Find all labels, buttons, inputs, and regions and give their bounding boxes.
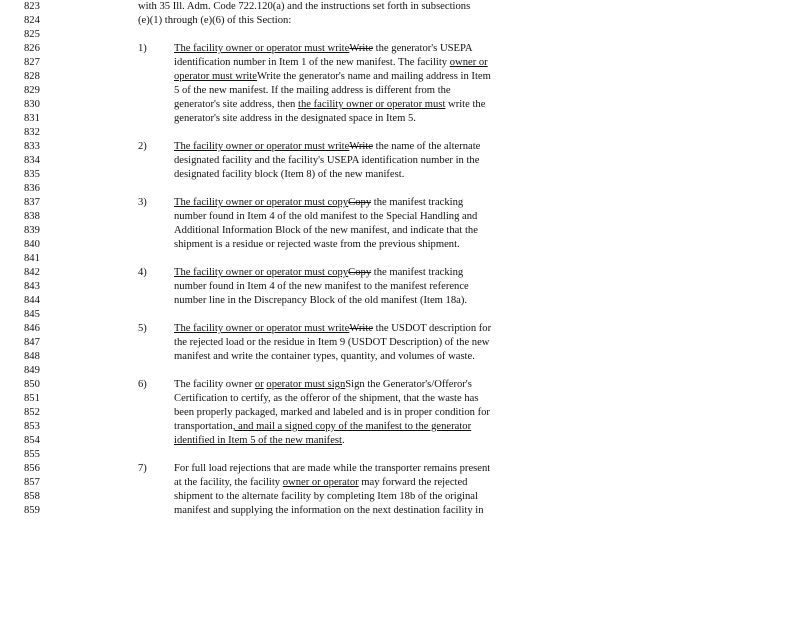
line-number: 852	[24, 407, 40, 418]
item-marker: 6)	[138, 379, 147, 390]
line-number: 826	[24, 43, 40, 54]
document-line	[0, 490, 800, 504]
inserted-text: or	[254, 379, 264, 390]
item-marker: 2)	[138, 141, 147, 152]
line-number: 836	[24, 183, 40, 194]
line-text	[174, 224, 544, 238]
line-text	[174, 462, 544, 476]
text-segment: shipment to the alternate facility by completing Item 18b of the original	[174, 491, 478, 502]
line-number: 854	[24, 435, 40, 446]
document-line	[0, 182, 800, 196]
line-text	[174, 140, 544, 154]
line-text	[174, 280, 544, 294]
item-marker: 3)	[138, 197, 147, 208]
line-number: 858	[24, 491, 40, 502]
text-segment: number found in Item 4 of the new manifest to the manifest reference	[174, 281, 469, 292]
item-marker: 1)	[138, 43, 147, 54]
line-number: 831	[24, 113, 40, 124]
line-number: 829	[24, 85, 40, 96]
line-number: 828	[24, 71, 40, 82]
line-number: 849	[24, 365, 40, 376]
document-line	[0, 28, 800, 42]
deleted-text: Write	[349, 323, 374, 334]
line-number: 857	[24, 477, 40, 488]
text-segment: designated facility block (Item 8) of the new manifest.	[174, 169, 405, 180]
line-text	[174, 70, 544, 84]
document-line	[0, 462, 800, 476]
text-segment: write the	[445, 99, 486, 110]
line-number: 851	[24, 393, 40, 404]
text-segment: Additional Information Block of the new manifest, and indicate that the	[174, 225, 478, 236]
line-text	[174, 294, 544, 308]
line-text	[174, 504, 544, 518]
inserted-text: owner or operator	[282, 477, 359, 488]
line-number: 847	[24, 337, 40, 348]
line-text	[174, 56, 544, 70]
line-number: 832	[24, 127, 40, 138]
text-segment: manifest and write the container types, quantity, and volumes of waste.	[174, 351, 475, 362]
line-number: 850	[24, 379, 40, 390]
line-number: 853	[24, 421, 40, 432]
document-line	[0, 224, 800, 238]
text-segment: The facility owner	[174, 379, 255, 390]
document-line	[0, 210, 800, 224]
deleted-text: Copy	[348, 197, 372, 208]
line-text	[174, 420, 544, 434]
line-number: 830	[24, 99, 40, 110]
line-number: 856	[24, 463, 40, 474]
document-line	[0, 504, 800, 518]
line-text	[174, 98, 544, 112]
text-segment: .	[341, 435, 345, 446]
line-number: 839	[24, 225, 40, 236]
line-text	[174, 210, 544, 224]
text-segment: designated facility and the facility's USEPA identification number in the	[174, 155, 480, 166]
text-segment: the generator's USEPA	[373, 43, 473, 54]
document-line	[0, 322, 800, 336]
line-number: 834	[24, 155, 40, 166]
document-line	[0, 308, 800, 322]
inserted-text: operator must write	[174, 71, 257, 82]
document-line	[0, 280, 800, 294]
inserted-text: the facility owner or operator must	[298, 99, 446, 110]
document-line	[0, 84, 800, 98]
line-number: 846	[24, 323, 40, 334]
line-number: 842	[24, 267, 40, 278]
line-number: 835	[24, 169, 40, 180]
line-text	[174, 392, 544, 406]
document-line	[0, 168, 800, 182]
document-line	[0, 42, 800, 56]
line-text	[174, 84, 544, 98]
line-number: 827	[24, 57, 40, 68]
text-segment: the USDOT description for	[373, 323, 492, 334]
deleted-text: Write	[349, 141, 374, 152]
text-segment: generator's site address, then	[174, 99, 298, 110]
text-segment: 5 of the new manifest. If the mailing address is different from the	[174, 85, 451, 96]
document-line	[0, 238, 800, 252]
line-number: 823	[24, 1, 40, 12]
document-line	[0, 378, 800, 392]
item-marker: 5)	[138, 323, 147, 334]
inserted-text: , and mail a signed copy of the manifest to the generator	[232, 421, 472, 432]
line-number: 844	[24, 295, 40, 306]
text-segment: at the facility, the facility	[174, 477, 283, 488]
item-marker: 7)	[138, 463, 147, 474]
document-line	[0, 294, 800, 308]
inserted-text: The facility owner or operator must write	[174, 323, 350, 334]
text-segment: For full load rejections that are made while the transporter remains present	[174, 463, 491, 474]
document-line	[0, 70, 800, 84]
line-text	[174, 476, 544, 490]
inserted-text: The facility owner or operator must copy	[174, 267, 349, 278]
line-number: 833	[24, 141, 40, 152]
deleted-text: Copy	[348, 267, 372, 278]
line-text	[174, 490, 544, 504]
line-text	[174, 168, 544, 182]
document-line	[0, 448, 800, 462]
text-segment: manifest and supplying the information on the next destination facility in	[174, 505, 484, 516]
document-line	[0, 364, 800, 378]
line-number: 825	[24, 29, 40, 40]
line-text	[138, 0, 508, 14]
document-line	[0, 266, 800, 280]
document-line	[0, 112, 800, 126]
document-line	[0, 252, 800, 266]
inserted-text: The facility owner or operator must copy	[174, 197, 349, 208]
text-segment: the manifest tracking	[371, 267, 464, 278]
text-segment: been properly packaged, marked and labeled and is in proper condition for	[174, 407, 490, 418]
document-line	[0, 420, 800, 434]
text-segment: transportation	[174, 421, 233, 432]
inserted-text: The facility owner or operator must write	[174, 43, 350, 54]
line-text	[174, 154, 544, 168]
text-segment: (e)(1) through (e)(6) of this Section:	[138, 15, 292, 26]
text-segment: number found in Item 4 of the old manifest to the Special Handling and	[174, 211, 478, 222]
deleted-text: Write	[349, 43, 374, 54]
line-text	[174, 406, 544, 420]
document-line	[0, 196, 800, 210]
document-line	[0, 392, 800, 406]
text-segment: generator's site address in the designated space in Item 5.	[174, 113, 416, 124]
inserted-text: owner or	[449, 57, 488, 68]
inserted-text: identified in Item 5 of the new manifest	[174, 435, 342, 446]
line-number: 855	[24, 449, 40, 460]
line-text	[174, 350, 544, 364]
line-number: 840	[24, 239, 40, 250]
document-line	[0, 0, 800, 14]
line-number: 841	[24, 253, 40, 264]
line-number: 843	[24, 281, 40, 292]
document-line	[0, 154, 800, 168]
text-segment: Write the generator's name and mailing address in Item	[256, 71, 491, 82]
document-line	[0, 14, 800, 28]
line-number: 859	[24, 505, 40, 516]
line-text	[174, 42, 544, 56]
line-number: 838	[24, 211, 40, 222]
inserted-text: operator must sign	[266, 379, 346, 390]
text-segment: the rejected load or the residue in Item 9 (USDOT Description) of the new	[174, 337, 490, 348]
text-segment: identification number in Item 1 of the new manifest. The facility	[174, 57, 450, 68]
document-line	[0, 98, 800, 112]
line-text	[174, 238, 544, 252]
line-text	[174, 434, 544, 448]
text-segment: with 35 Ill. Adm. Code 722.120(a) and the instructions set forth in subsections	[138, 1, 471, 12]
document-line	[0, 336, 800, 350]
document-line	[0, 406, 800, 420]
text-segment: may forward the rejected	[358, 477, 468, 488]
line-number: 848	[24, 351, 40, 362]
line-text	[174, 322, 544, 336]
text-segment: Certification to certify, as the offeror of the shipment, that the waste has	[174, 393, 479, 404]
document-line	[0, 434, 800, 448]
line-text	[174, 112, 544, 126]
line-number: 845	[24, 309, 40, 320]
inserted-text: The facility owner or operator must write	[174, 141, 350, 152]
text-segment: the manifest tracking	[371, 197, 464, 208]
document-line	[0, 56, 800, 70]
line-text	[174, 378, 544, 392]
line-text	[174, 196, 544, 210]
line-text	[138, 14, 508, 28]
text-segment: number line in the Discrepancy Block of the old manifest (Item 18a).	[174, 295, 468, 306]
text-segment: Sign the Generator's/Offeror's	[345, 379, 472, 390]
text-segment: shipment is a residue or rejected waste from the previous shipment.	[174, 239, 460, 250]
text-segment: the name of the alternate	[373, 141, 481, 152]
line-text	[174, 266, 544, 280]
document-line	[0, 126, 800, 140]
document-line	[0, 476, 800, 490]
document-line	[0, 350, 800, 364]
document-line	[0, 140, 800, 154]
line-text	[174, 336, 544, 350]
line-number: 824	[24, 15, 40, 26]
item-marker: 4)	[138, 267, 147, 278]
line-number: 837	[24, 197, 40, 208]
